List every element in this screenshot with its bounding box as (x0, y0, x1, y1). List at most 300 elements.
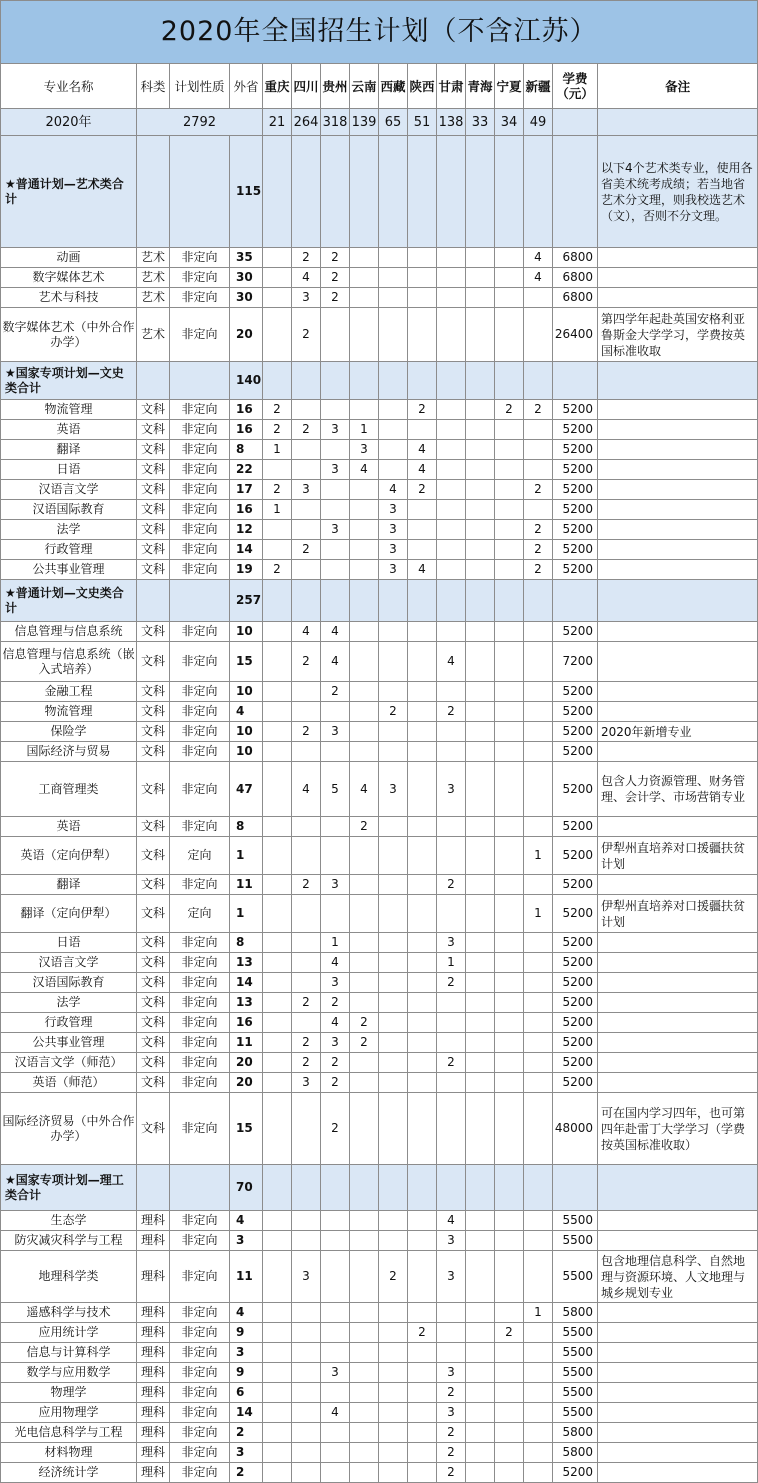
remark-cell (598, 1423, 758, 1443)
province-count-cell (466, 500, 495, 520)
province-count-cell (379, 837, 408, 875)
header-province-xizang: 西藏 (379, 64, 408, 109)
plan-type-cell: 非定向 (170, 1013, 230, 1033)
category-cell: 理科 (137, 1363, 170, 1383)
major-name: 日语 (1, 460, 137, 480)
province-count-cell (408, 1443, 437, 1463)
category-cell: 艺术 (137, 288, 170, 308)
province-count-cell (321, 540, 350, 560)
table-row (1, 837, 758, 875)
province-count-cell (292, 440, 321, 460)
province-count-cell (466, 702, 495, 722)
major-name: 信息管理与信息系统 (1, 622, 137, 642)
section-total-row (1, 362, 758, 400)
province-count-cell (437, 248, 466, 268)
province-count-cell (263, 1211, 292, 1231)
remark-cell (598, 1403, 758, 1423)
plan-type-cell: 非定向 (170, 520, 230, 540)
province-count-cell: 2 (495, 1323, 524, 1343)
quota-total-cell: 14 (230, 540, 263, 560)
fee-cell: 5500 (553, 1231, 598, 1251)
province-count-cell (292, 933, 321, 953)
province-count-cell (437, 520, 466, 540)
table-row (1, 1403, 758, 1423)
remark-cell (598, 682, 758, 702)
province-count-cell (292, 520, 321, 540)
plan-type-cell: 非定向 (170, 702, 230, 722)
category-cell: 文科 (137, 1053, 170, 1073)
province-count-cell (495, 420, 524, 440)
table-row (1, 642, 758, 682)
total-count-xinjiang: 49 (524, 109, 553, 136)
province-count-cell (379, 933, 408, 953)
province-count-cell (321, 1383, 350, 1403)
province-count-cell (466, 722, 495, 742)
province-count-cell (292, 1443, 321, 1463)
province-count-cell: 4 (292, 622, 321, 642)
province-count-cell (379, 622, 408, 642)
table-row (1, 560, 758, 580)
province-count-cell (466, 1323, 495, 1343)
fee-cell: 5200 (553, 762, 598, 817)
province-count-cell: 4 (350, 762, 379, 817)
province-count-cell: 2 (321, 248, 350, 268)
fee-cell: 5200 (553, 682, 598, 702)
province-count-cell (321, 702, 350, 722)
province-count-cell (321, 1231, 350, 1251)
total-count-sichuan: 264 (292, 109, 321, 136)
remark-cell (598, 1443, 758, 1463)
table-row (1, 762, 758, 817)
page-title: 2020年全国招生计划（不含江苏） (1, 1, 758, 64)
province-count-cell (524, 762, 553, 817)
province-count-cell (292, 1423, 321, 1443)
province-count-cell (495, 136, 524, 248)
province-count-cell (495, 682, 524, 702)
province-count-cell (292, 1231, 321, 1251)
category-cell: 理科 (137, 1383, 170, 1403)
province-count-cell (292, 817, 321, 837)
province-count-cell (466, 622, 495, 642)
province-count-cell (408, 1211, 437, 1231)
table-row (1, 1093, 758, 1165)
header-plan-type: 计划性质 (170, 64, 230, 109)
province-count-cell: 3 (379, 500, 408, 520)
province-count-cell (350, 400, 379, 420)
section-total: 70 (230, 1165, 263, 1211)
plan-type-cell: 定向 (170, 837, 230, 875)
province-count-cell (350, 1165, 379, 1211)
province-count-cell (524, 642, 553, 682)
category-cell: 理科 (137, 1463, 170, 1483)
major-name: 物理学 (1, 1383, 137, 1403)
plan-type-cell: 非定向 (170, 1251, 230, 1303)
quota-total-cell: 16 (230, 500, 263, 520)
title-row (1, 1, 758, 64)
plan-type-cell: 非定向 (170, 875, 230, 895)
province-count-cell (524, 953, 553, 973)
table-row (1, 682, 758, 702)
plan-type-cell: 非定向 (170, 762, 230, 817)
header-province-shaanxi: 陕西 (408, 64, 437, 109)
province-count-cell (263, 460, 292, 480)
major-name: 英语 (1, 420, 137, 440)
province-count-cell (408, 622, 437, 642)
table-row (1, 1463, 758, 1483)
province-count-cell (408, 1383, 437, 1403)
remark-cell (598, 1073, 758, 1093)
table-row (1, 400, 758, 420)
province-count-cell (466, 1403, 495, 1423)
province-count-cell (437, 362, 466, 400)
province-count-cell (495, 642, 524, 682)
province-count-cell (263, 520, 292, 540)
fee-cell: 5200 (553, 742, 598, 762)
quota-total-cell: 19 (230, 560, 263, 580)
province-count-cell (495, 1053, 524, 1073)
major-name: 翻译 (1, 875, 137, 895)
total-count-qinghai: 33 (466, 109, 495, 136)
province-count-cell (350, 1251, 379, 1303)
province-count-cell (379, 136, 408, 248)
section-name: ★普通计划—文史类合计 (1, 580, 137, 622)
province-count-cell (524, 1363, 553, 1383)
category-cell: 文科 (137, 702, 170, 722)
province-count-cell (379, 1165, 408, 1211)
province-count-cell (321, 362, 350, 400)
section-fee-empty (553, 1165, 598, 1211)
province-count-cell (292, 1211, 321, 1231)
province-count-cell (524, 440, 553, 460)
major-name: 数字媒体艺术 (1, 268, 137, 288)
province-count-cell (466, 560, 495, 580)
province-count-cell (350, 1231, 379, 1251)
province-count-cell (321, 400, 350, 420)
remark-cell (598, 1383, 758, 1403)
province-count-cell: 2 (379, 1251, 408, 1303)
category-cell: 艺术 (137, 308, 170, 362)
province-count-cell (466, 1165, 495, 1211)
province-count-cell (379, 1231, 408, 1251)
province-count-cell (524, 1323, 553, 1343)
province-count-cell (263, 362, 292, 400)
province-count-cell (379, 1463, 408, 1483)
province-count-cell: 2 (321, 993, 350, 1013)
category-cell: 文科 (137, 420, 170, 440)
province-count-cell (466, 362, 495, 400)
quota-total-cell: 14 (230, 1403, 263, 1423)
province-count-cell (524, 1013, 553, 1033)
remark-cell (598, 953, 758, 973)
quota-total-cell: 11 (230, 875, 263, 895)
total-plan: 2792 (137, 109, 263, 136)
province-count-cell (437, 288, 466, 308)
province-count-cell (379, 1053, 408, 1073)
plan-type-cell: 非定向 (170, 993, 230, 1013)
province-count-cell (437, 895, 466, 933)
category-cell: 文科 (137, 500, 170, 520)
province-count-cell (495, 288, 524, 308)
quota-total-cell: 1 (230, 895, 263, 933)
province-count-cell (350, 895, 379, 933)
remark-cell (598, 742, 758, 762)
section-name: ★国家专项计划—文史类合计 (1, 362, 137, 400)
fee-cell: 5200 (553, 953, 598, 973)
category-cell: 理科 (137, 1403, 170, 1423)
province-count-cell (466, 460, 495, 480)
major-name: 信息与计算科学 (1, 1343, 137, 1363)
fee-cell: 5800 (553, 1303, 598, 1323)
province-count-cell (263, 268, 292, 288)
remark-cell (598, 933, 758, 953)
province-count-cell (495, 580, 524, 622)
province-count-cell (408, 837, 437, 875)
province-count-cell (524, 500, 553, 520)
province-count-cell (350, 682, 379, 702)
province-count-cell (379, 953, 408, 973)
province-count-cell (408, 520, 437, 540)
province-count-cell (350, 837, 379, 875)
province-count-cell (524, 1211, 553, 1231)
province-count-cell (524, 1443, 553, 1463)
plan-type-cell: 非定向 (170, 1403, 230, 1423)
province-count-cell (350, 1383, 379, 1403)
province-count-cell: 4 (292, 268, 321, 288)
province-count-cell (408, 722, 437, 742)
category-cell: 艺术 (137, 268, 170, 288)
province-count-cell: 2 (292, 248, 321, 268)
province-count-cell (495, 837, 524, 875)
plan-type-cell: 非定向 (170, 400, 230, 420)
category-cell: 理科 (137, 1303, 170, 1323)
table-row (1, 702, 758, 722)
section-total-row (1, 1165, 758, 1211)
category-cell: 理科 (137, 1231, 170, 1251)
plan-type-cell: 非定向 (170, 1093, 230, 1165)
table-row (1, 540, 758, 560)
province-count-cell (466, 1093, 495, 1165)
province-count-cell (495, 1363, 524, 1383)
category-cell: 文科 (137, 953, 170, 973)
province-count-cell (321, 1323, 350, 1343)
province-count-cell (408, 1423, 437, 1443)
province-count-cell (495, 875, 524, 895)
province-count-cell (466, 1033, 495, 1053)
province-count-cell (379, 1383, 408, 1403)
quota-total-cell: 10 (230, 682, 263, 702)
province-count-cell (408, 642, 437, 682)
province-count-cell (466, 1463, 495, 1483)
province-count-cell (321, 817, 350, 837)
province-count-cell (524, 1343, 553, 1363)
province-count-cell (524, 1403, 553, 1423)
province-count-cell (321, 895, 350, 933)
plan-type-cell: 非定向 (170, 560, 230, 580)
table-row (1, 288, 758, 308)
province-count-cell (263, 1165, 292, 1211)
province-count-cell (437, 1303, 466, 1323)
province-count-cell (408, 1363, 437, 1383)
section-fee-empty (553, 580, 598, 622)
table-row (1, 933, 758, 953)
table-row (1, 1343, 758, 1363)
province-count-cell: 3 (437, 1363, 466, 1383)
province-count-cell (379, 440, 408, 460)
province-count-cell (495, 817, 524, 837)
quota-total-cell: 14 (230, 973, 263, 993)
province-count-cell (524, 1383, 553, 1403)
category-cell: 文科 (137, 895, 170, 933)
province-count-cell (321, 308, 350, 362)
province-count-cell (350, 1053, 379, 1073)
plan-type-cell: 非定向 (170, 1363, 230, 1383)
fee-cell: 5200 (553, 520, 598, 540)
province-count-cell: 2 (321, 268, 350, 288)
province-count-cell (524, 742, 553, 762)
province-count-cell: 3 (292, 480, 321, 500)
province-count-cell (408, 762, 437, 817)
province-count-cell (437, 580, 466, 622)
province-count-cell (466, 993, 495, 1013)
remark-cell (598, 1053, 758, 1073)
fee-cell: 5800 (553, 1443, 598, 1463)
remark-cell (598, 400, 758, 420)
province-count-cell: 3 (437, 933, 466, 953)
province-count-cell (524, 993, 553, 1013)
province-count-cell (437, 268, 466, 288)
plan-type-cell: 非定向 (170, 933, 230, 953)
header-major: 专业名称 (1, 64, 137, 109)
province-count-cell (408, 248, 437, 268)
province-count-cell (379, 993, 408, 1013)
section-remark: 以下4个艺术类专业，使用各省美术统考成绩；若当地省艺术分文理，则我校选艺术（文），否则不分文理。 (598, 136, 758, 248)
province-count-cell: 4 (321, 1403, 350, 1423)
header-province-guizhou: 贵州 (321, 64, 350, 109)
province-count-cell (466, 817, 495, 837)
province-count-cell: 2 (263, 400, 292, 420)
province-count-cell (263, 895, 292, 933)
province-count-cell: 2 (437, 1443, 466, 1463)
quota-total-cell: 22 (230, 460, 263, 480)
province-count-cell (350, 1423, 379, 1443)
province-count-cell: 3 (437, 762, 466, 817)
major-name: 物流管理 (1, 702, 137, 722)
province-count-cell (379, 460, 408, 480)
table-row (1, 622, 758, 642)
plan-type-cell: 非定向 (170, 622, 230, 642)
province-count-cell (495, 560, 524, 580)
province-count-cell (408, 288, 437, 308)
section-category-empty (137, 362, 170, 400)
province-count-cell: 2 (321, 288, 350, 308)
table-row (1, 1251, 758, 1303)
remark-cell: 2020年新增专业 (598, 722, 758, 742)
section-category-empty (137, 136, 170, 248)
province-count-cell (495, 1383, 524, 1403)
plan-type-cell: 非定向 (170, 1231, 230, 1251)
remark-cell (598, 440, 758, 460)
province-count-cell: 2 (350, 1013, 379, 1033)
category-cell: 理科 (137, 1323, 170, 1343)
province-count-cell (495, 460, 524, 480)
province-count-cell: 5 (321, 762, 350, 817)
province-count-cell (408, 1013, 437, 1033)
major-name: 法学 (1, 520, 137, 540)
province-count-cell (408, 268, 437, 288)
plan-type-cell: 非定向 (170, 500, 230, 520)
province-count-cell (263, 1231, 292, 1251)
province-count-cell (379, 1093, 408, 1165)
plan-type-cell: 非定向 (170, 682, 230, 702)
quota-total-cell: 13 (230, 993, 263, 1013)
remark-cell (598, 460, 758, 480)
province-count-cell (321, 1303, 350, 1323)
province-count-cell (263, 1033, 292, 1053)
province-count-cell (466, 682, 495, 702)
province-count-cell (292, 1403, 321, 1423)
province-count-cell (466, 1343, 495, 1363)
header-province-xinjiang: 新疆 (524, 64, 553, 109)
fee-cell: 6800 (553, 248, 598, 268)
quota-total-cell: 3 (230, 1343, 263, 1363)
province-count-cell (379, 1303, 408, 1323)
province-count-cell (466, 440, 495, 460)
plan-type-cell: 非定向 (170, 540, 230, 560)
major-name: 工商管理类 (1, 762, 137, 817)
total-count-yunnan: 139 (350, 109, 379, 136)
fee-cell: 5500 (553, 1323, 598, 1343)
province-count-cell (263, 702, 292, 722)
province-count-cell: 1 (437, 953, 466, 973)
province-count-cell: 1 (263, 440, 292, 460)
province-count-cell (263, 933, 292, 953)
province-count-cell: 4 (321, 622, 350, 642)
province-count-cell: 4 (408, 440, 437, 460)
province-count-cell (292, 560, 321, 580)
province-count-cell: 2 (437, 875, 466, 895)
quota-total-cell: 16 (230, 400, 263, 420)
quota-total-cell: 15 (230, 642, 263, 682)
table-row (1, 1231, 758, 1251)
province-count-cell: 1 (524, 837, 553, 875)
province-count-cell (466, 1423, 495, 1443)
province-count-cell (524, 1033, 553, 1053)
quota-total-cell: 16 (230, 420, 263, 440)
province-count-cell: 2 (437, 1463, 466, 1483)
province-count-cell (408, 308, 437, 362)
province-count-cell (350, 580, 379, 622)
category-cell: 文科 (137, 837, 170, 875)
quota-total-cell: 2 (230, 1423, 263, 1443)
plan-type-cell: 非定向 (170, 1211, 230, 1231)
quota-total-cell: 8 (230, 440, 263, 460)
province-count-cell (379, 973, 408, 993)
category-cell: 文科 (137, 973, 170, 993)
category-cell: 文科 (137, 622, 170, 642)
section-total: 140 (230, 362, 263, 400)
province-count-cell: 3 (321, 875, 350, 895)
province-count-cell (321, 1463, 350, 1483)
quota-total-cell: 16 (230, 1013, 263, 1033)
fee-cell: 5200 (553, 817, 598, 837)
major-name: 保险学 (1, 722, 137, 742)
province-count-cell (408, 993, 437, 1013)
remark-cell (598, 1463, 758, 1483)
category-cell: 文科 (137, 817, 170, 837)
remark-cell (598, 817, 758, 837)
fee-cell: 5200 (553, 973, 598, 993)
province-count-cell (263, 762, 292, 817)
